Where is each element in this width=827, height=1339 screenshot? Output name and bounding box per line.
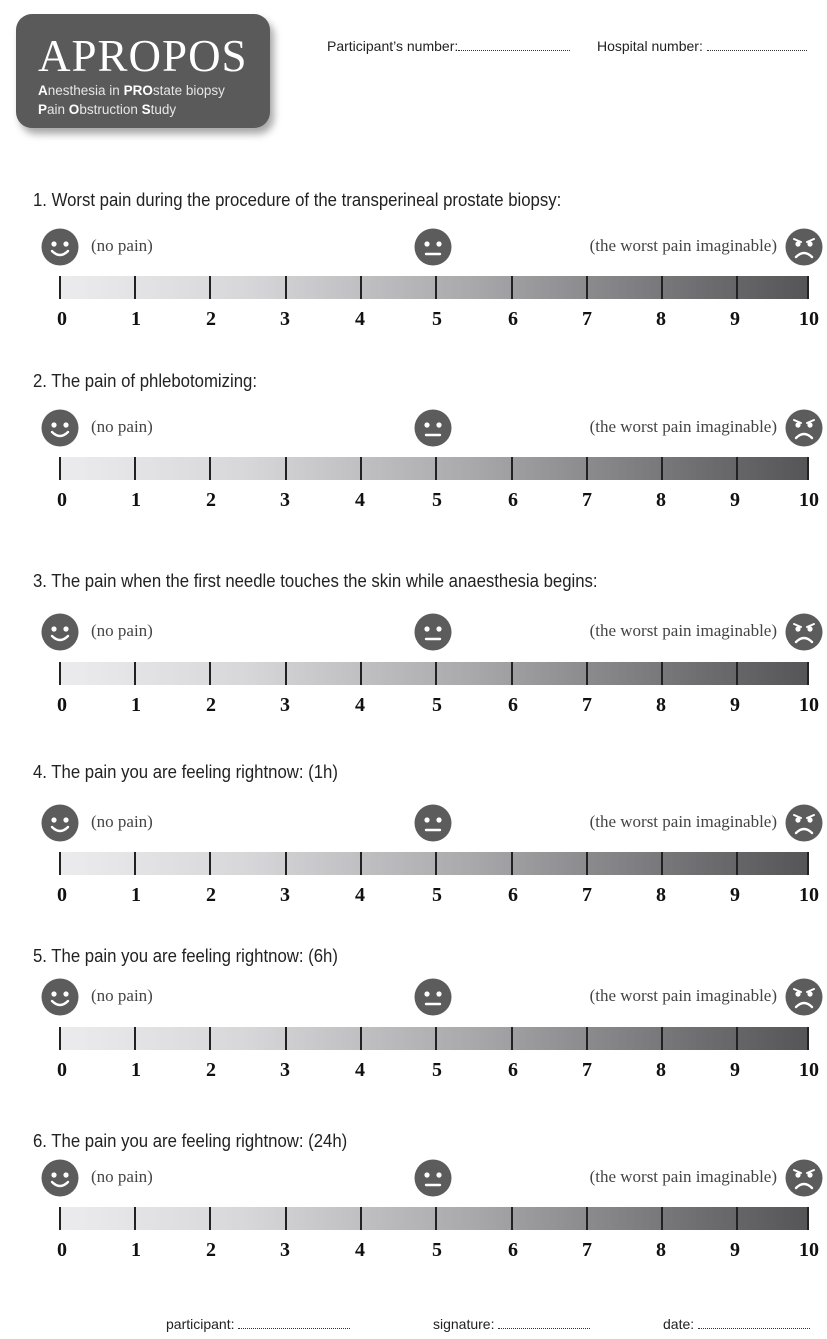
scale-tick-8 — [661, 662, 663, 685]
scale-number-5[interactable]: 5 — [432, 694, 442, 716]
scale-number-7[interactable]: 7 — [582, 1059, 592, 1081]
neutral-face-icon — [414, 1159, 452, 1197]
scale-tick-10 — [807, 1207, 809, 1230]
scale-number-0[interactable]: 0 — [57, 308, 67, 330]
scale-tick-8 — [661, 1207, 663, 1230]
date-signoff[interactable] — [663, 1316, 810, 1332]
scale-tick-1 — [134, 1207, 136, 1230]
scale-tick-0 — [59, 276, 61, 299]
scale-tick-9 — [736, 457, 738, 480]
participant-label: participant: — [166, 1316, 235, 1332]
scale-number-4[interactable]: 4 — [355, 1059, 365, 1081]
scale-number-6[interactable]: 6 — [508, 694, 518, 716]
scale-tick-5 — [435, 662, 437, 685]
hospital-number-input[interactable] — [707, 39, 807, 51]
no-pain-label: (no pain) — [91, 417, 153, 436]
scale-number-7[interactable]: 7 — [582, 884, 592, 906]
scale-tick-6 — [511, 662, 513, 685]
scale-number-5[interactable]: 5 — [432, 1059, 442, 1081]
scale-tick-1 — [134, 1027, 136, 1050]
question-title: 1. Worst pain during the procedure of the transperineal prostate biopsy: — [33, 190, 562, 210]
scale-number-0[interactable]: 0 — [57, 694, 67, 716]
scale-number-2[interactable]: 2 — [206, 694, 216, 716]
scale-number-7[interactable]: 7 — [582, 694, 592, 716]
scale-tick-9 — [736, 662, 738, 685]
scale-tick-3 — [285, 1207, 287, 1230]
no-pain-label: (no pain) — [91, 986, 153, 1005]
pain-scale-bar[interactable] — [59, 852, 809, 875]
scale-number-1[interactable]: 1 — [131, 308, 141, 330]
pain-scale-bar[interactable] — [59, 1207, 809, 1230]
scale-number-9[interactable]: 9 — [730, 489, 740, 511]
scale-number-7[interactable]: 7 — [582, 1239, 592, 1261]
worst-pain-label: (the worst pain imaginable) — [589, 1167, 777, 1186]
no-pain-label: (no pain) — [91, 621, 153, 640]
scale-number-8[interactable]: 8 — [656, 884, 666, 906]
scale-tick-3 — [285, 1027, 287, 1050]
scale-tick-8 — [661, 852, 663, 875]
no-pain-label: (no pain) — [91, 236, 153, 255]
scale-number-6[interactable]: 6 — [508, 884, 518, 906]
scale-tick-7 — [586, 1207, 588, 1230]
scale-number-3[interactable]: 3 — [280, 884, 290, 906]
pain-scale-bar[interactable] — [59, 662, 809, 685]
scale-number-3[interactable]: 3 — [280, 694, 290, 716]
scale-number-6[interactable]: 6 — [508, 489, 518, 511]
scale-tick-4 — [360, 852, 362, 875]
happy-face-icon — [41, 409, 79, 447]
scale-number-4[interactable]: 4 — [355, 694, 365, 716]
happy-face-icon — [41, 978, 79, 1016]
scale-number-1[interactable]: 1 — [131, 1239, 141, 1261]
distressed-face-icon — [785, 804, 823, 842]
scale-tick-10 — [807, 852, 809, 875]
neutral-face-icon — [414, 978, 452, 1016]
scale-tick-6 — [511, 457, 513, 480]
scale-number-5[interactable]: 5 — [432, 489, 442, 511]
scale-tick-3 — [285, 276, 287, 299]
scale-tick-9 — [736, 852, 738, 875]
scale-tick-0 — [59, 457, 61, 480]
pain-scale-bar[interactable] — [59, 276, 809, 299]
participant-input[interactable] — [238, 1317, 350, 1329]
scale-tick-5 — [435, 457, 437, 480]
scale-tick-10 — [807, 276, 809, 299]
scale-tick-4 — [360, 662, 362, 685]
scale-number-1[interactable]: 1 — [131, 694, 141, 716]
scale-tick-6 — [511, 1027, 513, 1050]
participant-signoff[interactable] — [166, 1316, 350, 1332]
scale-tick-9 — [736, 1027, 738, 1050]
scale-number-8[interactable]: 8 — [656, 489, 666, 511]
scale-tick-0 — [59, 1027, 61, 1050]
scale-tick-7 — [586, 662, 588, 685]
pain-scale-bar[interactable] — [59, 457, 809, 480]
scale-tick-1 — [134, 276, 136, 299]
scale-tick-8 — [661, 276, 663, 299]
scale-number-7[interactable]: 7 — [582, 489, 592, 511]
happy-face-icon — [41, 613, 79, 651]
happy-face-icon — [41, 228, 79, 266]
scale-number-4[interactable]: 4 — [355, 489, 365, 511]
happy-face-icon — [41, 804, 79, 842]
scale-tick-5 — [435, 852, 437, 875]
scale-number-0[interactable]: 0 — [57, 1239, 67, 1261]
scale-tick-1 — [134, 852, 136, 875]
scale-number-3[interactable]: 3 — [280, 489, 290, 511]
scale-number-8[interactable]: 8 — [656, 308, 666, 330]
participant-number-input[interactable] — [458, 39, 570, 51]
scale-number-10[interactable]: 10 — [799, 308, 819, 330]
scale-tick-3 — [285, 852, 287, 875]
no-pain-label: (no pain) — [91, 1167, 153, 1186]
pain-scale-bar[interactable] — [59, 1027, 809, 1050]
scale-number-7[interactable]: 7 — [582, 308, 592, 330]
apropos-logo — [16, 14, 270, 128]
neutral-face-icon — [414, 613, 452, 651]
scale-tick-6 — [511, 1207, 513, 1230]
scale-number-9[interactable]: 9 — [730, 694, 740, 716]
distressed-face-icon — [785, 613, 823, 651]
scale-number-8[interactable]: 8 — [656, 694, 666, 716]
worst-pain-label: (the worst pain imaginable) — [589, 621, 777, 640]
scale-number-2[interactable]: 2 — [206, 884, 216, 906]
scale-number-10[interactable]: 10 — [799, 489, 819, 511]
scale-tick-4 — [360, 1027, 362, 1050]
worst-pain-label: (the worst pain imaginable) — [589, 986, 777, 1005]
question-title: 2. The pain of phlebotomizing: — [33, 371, 257, 391]
scale-tick-6 — [511, 852, 513, 875]
scale-tick-0 — [59, 852, 61, 875]
neutral-face-icon — [414, 228, 452, 266]
neutral-face-icon — [414, 804, 452, 842]
distressed-face-icon — [785, 409, 823, 447]
scale-tick-7 — [586, 457, 588, 480]
scale-tick-9 — [736, 1207, 738, 1230]
scale-number-5[interactable]: 5 — [432, 1239, 442, 1261]
scale-tick-2 — [209, 852, 211, 875]
scale-tick-6 — [511, 276, 513, 299]
participant-number-label: Participant’s number: — [327, 38, 459, 54]
scale-number-1[interactable]: 1 — [131, 884, 141, 906]
question-title: 4. The pain you are feeling rightnow: (1h) — [33, 762, 338, 782]
scale-number-10[interactable]: 10 — [799, 694, 819, 716]
scale-number-2[interactable]: 2 — [206, 1239, 216, 1261]
scale-number-2[interactable]: 2 — [206, 1059, 216, 1081]
scale-number-3[interactable]: 3 — [280, 1059, 290, 1081]
scale-tick-2 — [209, 276, 211, 299]
scale-tick-1 — [134, 662, 136, 685]
distressed-face-icon — [785, 978, 823, 1016]
scale-number-0[interactable]: 0 — [57, 489, 67, 511]
scale-tick-7 — [586, 276, 588, 299]
scale-tick-10 — [807, 457, 809, 480]
scale-number-9[interactable]: 9 — [730, 308, 740, 330]
scale-tick-10 — [807, 662, 809, 685]
scale-tick-3 — [285, 662, 287, 685]
scale-number-10[interactable]: 10 — [799, 884, 819, 906]
scale-number-0[interactable]: 0 — [57, 1059, 67, 1081]
participant-number-field[interactable] — [327, 38, 570, 54]
scale-number-6[interactable]: 6 — [508, 1059, 518, 1081]
scale-number-4[interactable]: 4 — [355, 1239, 365, 1261]
question-title: 5. The pain you are feeling rightnow: (6h) — [33, 946, 338, 966]
scale-number-8[interactable]: 8 — [656, 1059, 666, 1081]
signature-signoff[interactable] — [433, 1316, 590, 1332]
scale-tick-4 — [360, 457, 362, 480]
question-title: 3. The pain when the first needle touches the skin while anaesthesia begins: — [33, 571, 598, 591]
scale-tick-4 — [360, 276, 362, 299]
scale-number-0[interactable]: 0 — [57, 884, 67, 906]
scale-number-9[interactable]: 9 — [730, 884, 740, 906]
scale-tick-3 — [285, 457, 287, 480]
scale-number-9[interactable]: 9 — [730, 1239, 740, 1261]
worst-pain-label: (the worst pain imaginable) — [589, 236, 777, 255]
scale-tick-4 — [360, 1207, 362, 1230]
scale-tick-2 — [209, 662, 211, 685]
scale-number-1[interactable]: 1 — [131, 1059, 141, 1081]
scale-tick-8 — [661, 1027, 663, 1050]
scale-number-4[interactable]: 4 — [355, 308, 365, 330]
scale-tick-5 — [435, 1027, 437, 1050]
scale-number-5[interactable]: 5 — [432, 884, 442, 906]
logo-title: APROPOS — [38, 31, 248, 81]
scale-number-2[interactable]: 2 — [206, 489, 216, 511]
scale-tick-7 — [586, 1027, 588, 1050]
scale-tick-2 — [209, 457, 211, 480]
happy-face-icon — [41, 1159, 79, 1197]
scale-number-4[interactable]: 4 — [355, 884, 365, 906]
scale-number-3[interactable]: 3 — [280, 1239, 290, 1261]
hospital-number-field[interactable] — [597, 38, 807, 54]
scale-number-6[interactable]: 6 — [508, 1239, 518, 1261]
worst-pain-label: (the worst pain imaginable) — [589, 417, 777, 436]
scale-number-5[interactable]: 5 — [432, 308, 442, 330]
question-title: 6. The pain you are feeling rightnow: (24h) — [33, 1131, 348, 1151]
date-label: date: — [663, 1316, 695, 1332]
no-pain-label: (no pain) — [91, 812, 153, 831]
scale-number-2[interactable]: 2 — [206, 308, 216, 330]
date-input[interactable] — [698, 1317, 810, 1329]
scale-tick-2 — [209, 1207, 211, 1230]
scale-tick-0 — [59, 1207, 61, 1230]
scale-tick-2 — [209, 1027, 211, 1050]
scale-number-10[interactable]: 10 — [799, 1239, 819, 1261]
distressed-face-icon — [785, 228, 823, 266]
scale-number-6[interactable]: 6 — [508, 308, 518, 330]
hospital-number-label: Hospital number: — [597, 38, 703, 54]
scale-tick-5 — [435, 276, 437, 299]
scale-number-1[interactable]: 1 — [131, 489, 141, 511]
signature-input[interactable] — [498, 1317, 590, 1329]
scale-tick-9 — [736, 276, 738, 299]
logo-subtitle-line2: Pain Obstruction Study — [38, 102, 177, 117]
scale-tick-7 — [586, 852, 588, 875]
scale-tick-1 — [134, 457, 136, 480]
scale-tick-8 — [661, 457, 663, 480]
neutral-face-icon — [414, 409, 452, 447]
scale-number-8[interactable]: 8 — [656, 1239, 666, 1261]
scale-number-3[interactable]: 3 — [280, 308, 290, 330]
scale-number-9[interactable]: 9 — [730, 1059, 740, 1081]
scale-tick-5 — [435, 1207, 437, 1230]
scale-tick-0 — [59, 662, 61, 685]
scale-tick-10 — [807, 1027, 809, 1050]
logo-subtitle-line1: Anesthesia in PROstate biopsy — [38, 83, 225, 98]
distressed-face-icon — [785, 1159, 823, 1197]
signature-label: signature: — [433, 1316, 495, 1332]
scale-number-10[interactable]: 10 — [799, 1059, 819, 1081]
worst-pain-label: (the worst pain imaginable) — [589, 812, 777, 831]
